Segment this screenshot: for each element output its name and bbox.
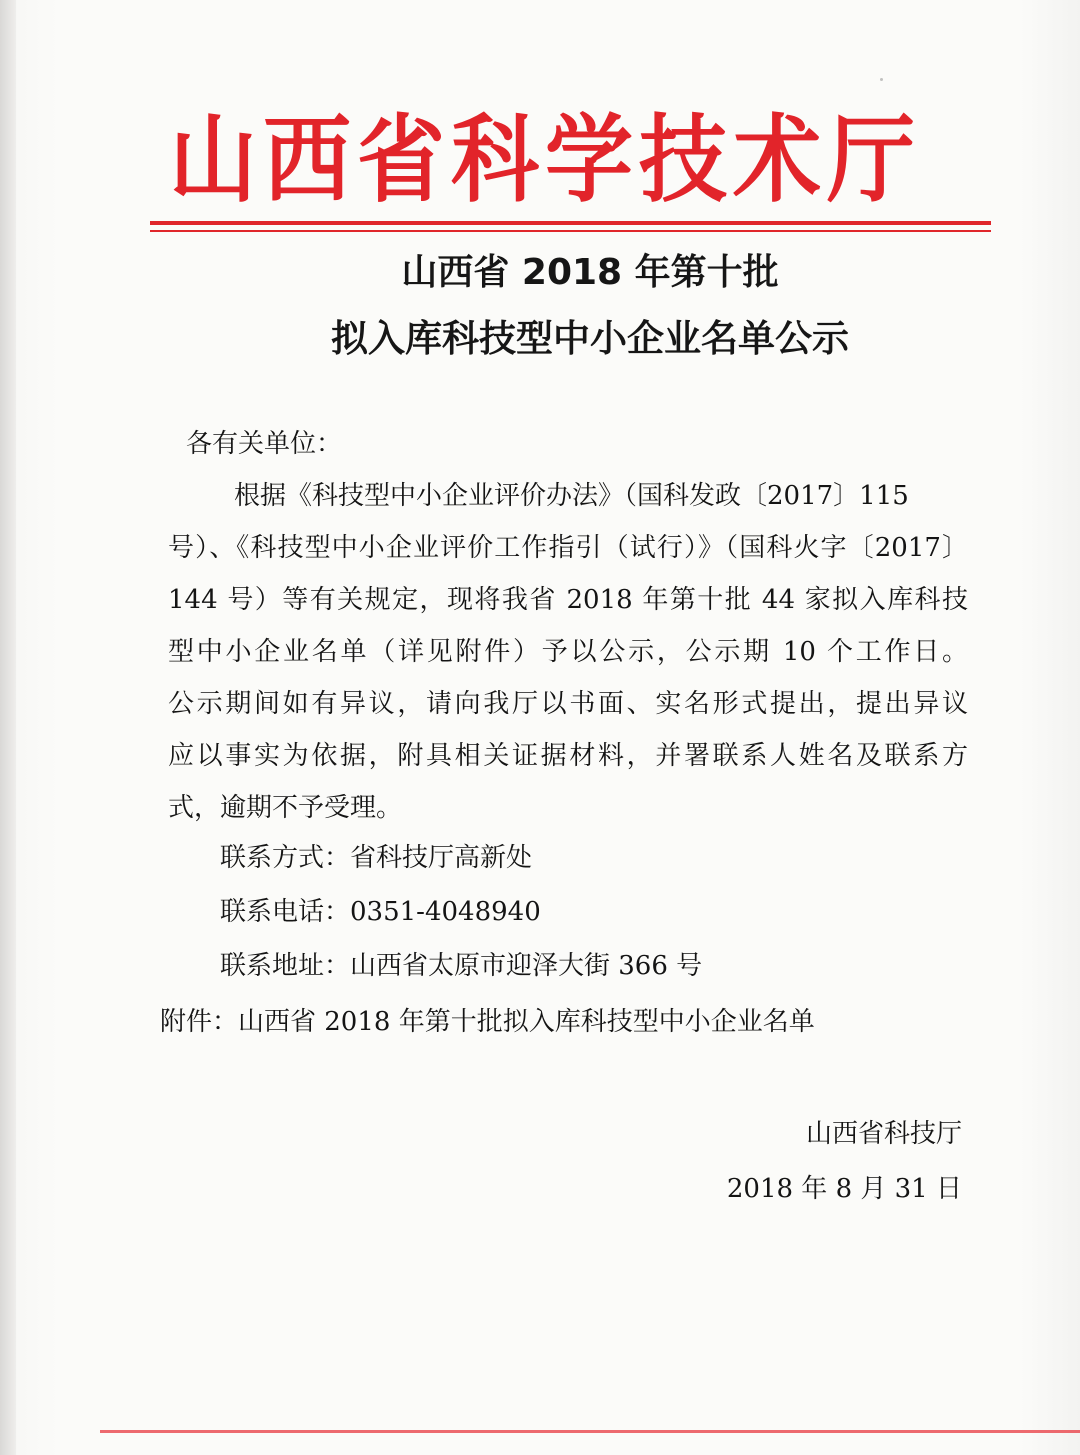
salutation: 各有关单位： bbox=[186, 429, 343, 459]
body-line-5: 公示期间如有异议，请向我厅以书面、实名形式提出，提出异议 bbox=[168, 689, 968, 719]
signature-date: 2018 年 8 月 31 日 bbox=[726, 1174, 962, 1204]
body-line-1: 根据《科技型中小企业评价办法》（国科发政〔2017〕115 bbox=[234, 481, 909, 511]
contact-method: 联系方式：省科技厅高新处 bbox=[220, 843, 533, 873]
body-line-3: 144 号）等有关规定，现将我省 2018 年第十批 44 家拟入库科技 bbox=[168, 585, 968, 615]
bottom-red-mark bbox=[100, 1430, 1080, 1433]
body-line-2: 号）、《科技型中小企业评价工作指引（试行）》（国科火字〔2017〕 bbox=[168, 533, 968, 563]
letterhead-org-name: 山西省科学技术厅 bbox=[168, 103, 921, 216]
body-line-6: 应以事实为依据，附具相关证据材料，并署联系人姓名及联系方 bbox=[168, 741, 968, 771]
letterhead-rule-thick bbox=[150, 221, 991, 225]
signature-org: 山西省科技厅 bbox=[805, 1119, 962, 1149]
contact-phone: 联系电话：0351-4048940 bbox=[220, 897, 541, 927]
body-line-4: 型中小企业名单（详见附件）予以公示，公示期 10 个工作日。 bbox=[168, 637, 968, 667]
contact-address: 联系地址：山西省太原市迎泽大街 366 号 bbox=[220, 951, 703, 981]
notice-body bbox=[168, 418, 968, 834]
letterhead-rule-thin bbox=[150, 230, 991, 232]
document-title-line-1: 山西省 2018 年第十批 bbox=[401, 252, 779, 293]
document-title-line-2: 拟入库科技型中小企业名单公示 bbox=[331, 317, 849, 360]
scan-speck bbox=[880, 78, 883, 81]
body-line-7: 式，逾期不予受理。 bbox=[168, 793, 403, 823]
attachment-note: 附件：山西省 2018 年第十批拟入库科技型中小企业名单 bbox=[160, 1007, 815, 1037]
page-edge-shadow bbox=[0, 0, 16, 1455]
